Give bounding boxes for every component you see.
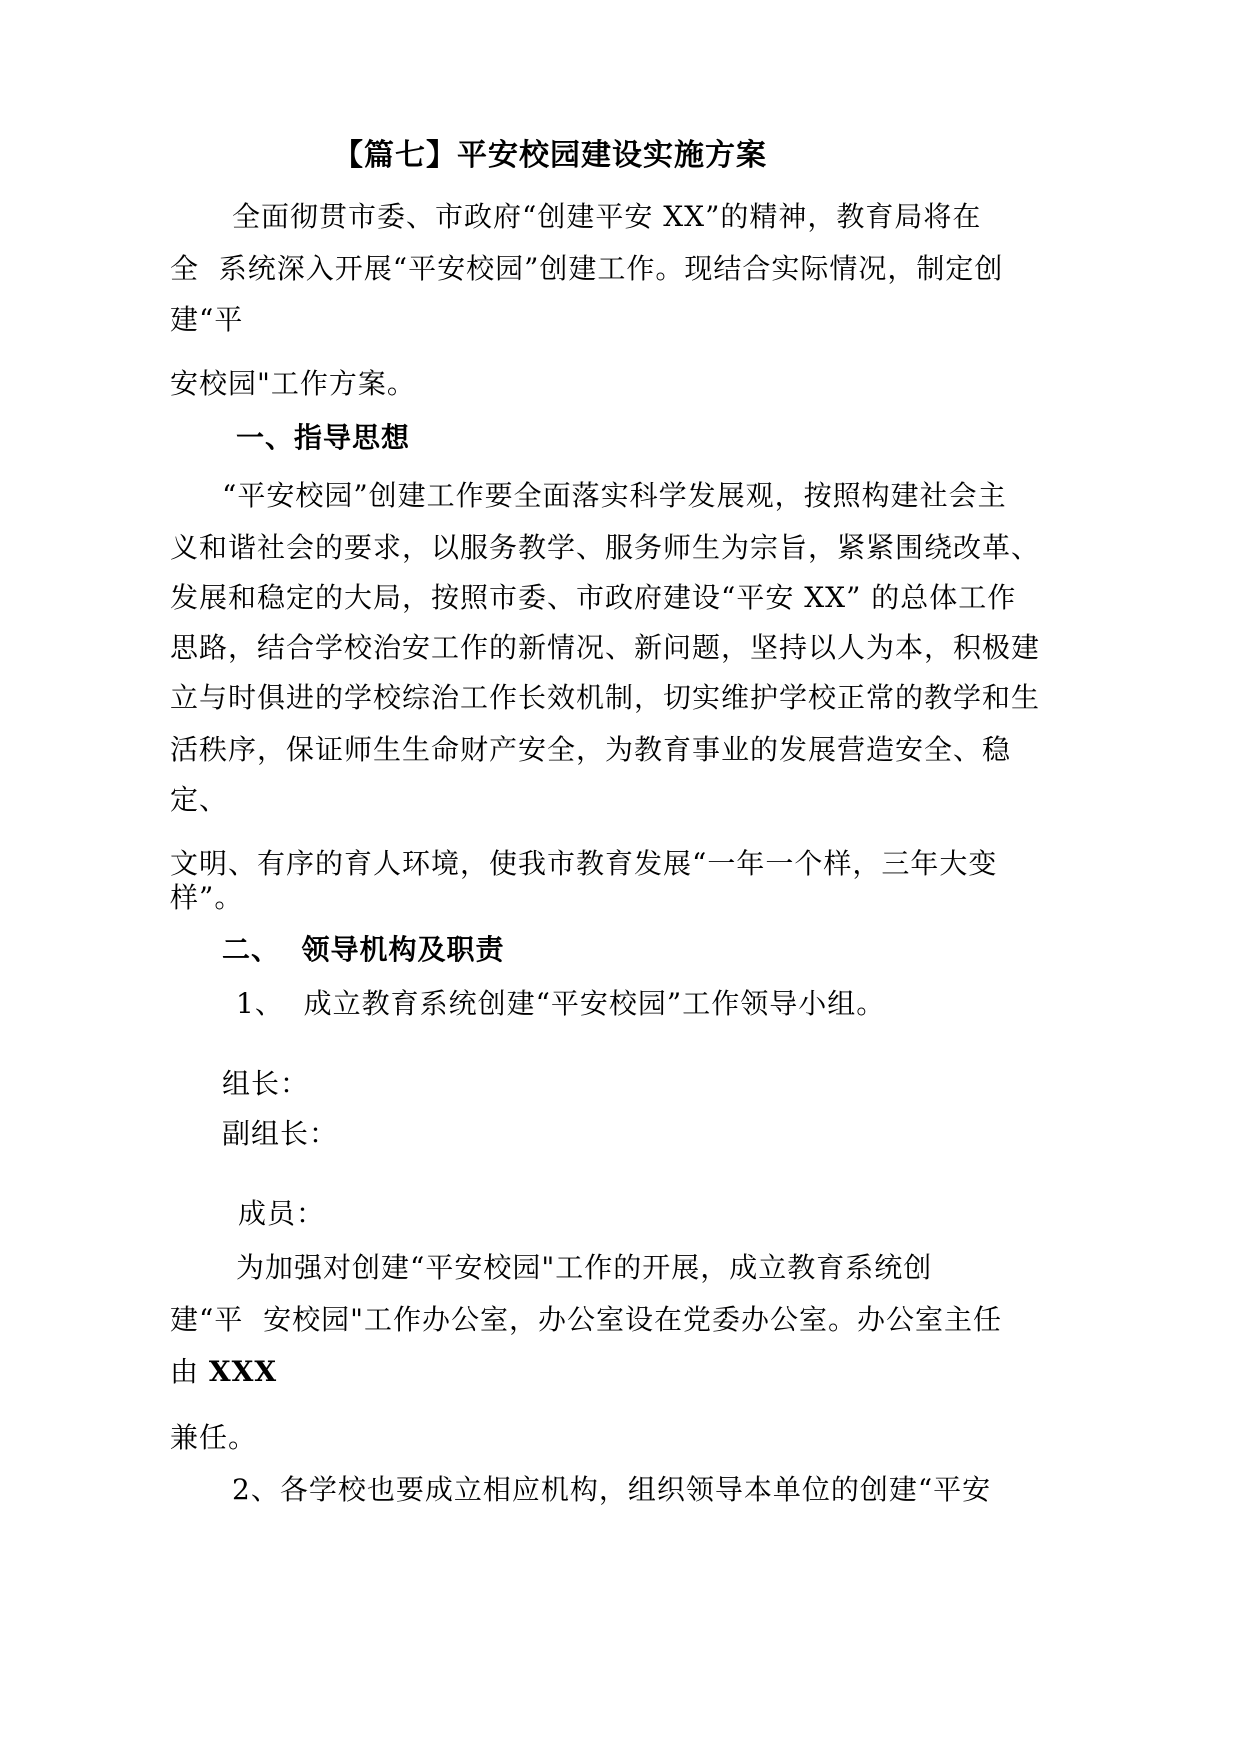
office-line: 建“平 安校园"工作办公室，办公室设在党委办公室。办公室主任 [170,1303,1002,1336]
section-1-line: 思路，结合学校治安工作的新情况、新问题，坚持以人为本，积极建 [170,631,1041,664]
office-director-name: XXX [208,1355,278,1388]
deputy-leader-label: 副组长： [222,1117,339,1150]
section-1-line: 立与时俱进的学校综治工作长效机制，切实维护学校正常的教学和生 [170,681,1041,714]
intro-line-4: 安校园"工作方案。 [170,367,416,400]
section-1-line: “平安校园”创建工作要全面落实科学发展观，按照构建社会主 [222,479,1007,512]
section-2-heading: 二、 领导机构及职责 [222,933,505,966]
office-director-line [170,1354,277,1390]
section-1-line: 义和谐社会的要求，以服务教学、服务师生为宗旨，紧紧围绕改革、 [170,531,1041,564]
section-1-heading: 一、指导思想 [236,421,411,454]
section-1-line: 活秩序，保证师生生命财产安全，为教育事业的发展营造安全、稳 [170,733,1012,766]
members-label: 成员： [238,1197,326,1230]
concurrent-line: 兼任。 [170,1421,258,1454]
section-1-line: 样”。 [170,881,244,914]
leader-label: 组长： [222,1067,310,1100]
section-1-line: 发展和稳定的大局，按照市委、市政府建设“平安 XX” 的总体工作 [170,581,1017,614]
section-1-line: 定、 [170,783,229,816]
section-1-line: 文明、有序的育人环境，使我市教育发展“一年一个样，三年大变 [170,847,998,880]
intro-line-2: 全 系统深入开展“平安校园”创建工作。现结合实际情况，制定创 [170,252,1004,285]
intro-line-3: 建“平 [170,303,244,336]
intro-line-1: 全面彻贯市委、市政府“创建平安 XX”的精神，教育局将在 [232,200,982,233]
section-2-item-2: 2、各学校也要成立相应机构，组织领导本单位的创建“平安 [232,1473,992,1506]
document-title: 【篇七】平安校园建设实施方案 [333,138,767,173]
office-line: 为加强对创建“平安校园"工作的开展，成立教育系统创 [236,1251,933,1284]
office-director-prefix: 由 [170,1355,209,1388]
section-2-item-1: 1、 成立教育系统创建“平安校园”工作领导小组。 [236,987,886,1020]
